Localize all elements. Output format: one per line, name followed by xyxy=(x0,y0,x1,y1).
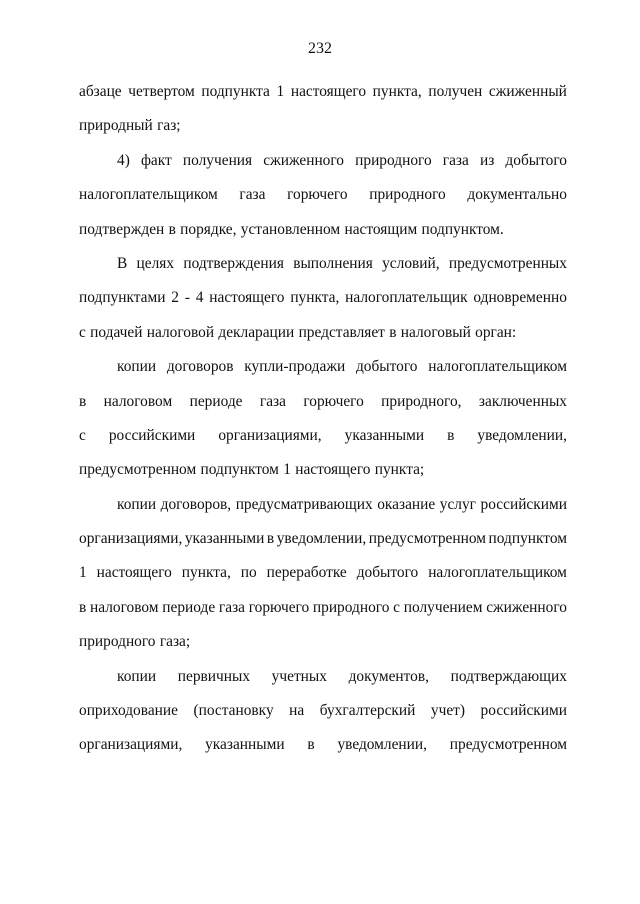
text-line: предусмотренном подпунктом 1 настоящего пункта; xyxy=(79,461,425,479)
text-line: копии договоров, предусматривающих оказание услуг российскими xyxy=(117,495,567,513)
paragraph xyxy=(79,660,567,763)
text-line: оприходование (постановку на бухгалтерский учет) российскими xyxy=(79,702,567,720)
text-line: 4) факт получения сжиженного природного газа из добытого xyxy=(117,151,567,169)
text-line: подпунктами 2 - 4 настоящего пункта, налогоплательщик одновременно xyxy=(79,289,567,307)
text-line: абзаце четвертом подпункта 1 настоящего пункта, получен сжиженный xyxy=(79,83,567,100)
text-line: копии первичных учетных документов, подтверждающих xyxy=(117,667,567,685)
page-number: 232 xyxy=(308,40,332,57)
paragraph xyxy=(79,144,567,247)
text-line: 1 настоящего пункта, по переработке добытого налогоплательщиком xyxy=(79,564,567,582)
text-line: природный газ; xyxy=(79,117,181,135)
text-line: организациями, указанными в уведомлении, предусмотренном xyxy=(79,736,567,754)
paragraph xyxy=(79,247,567,350)
paragraph xyxy=(79,75,567,144)
paragraph xyxy=(79,350,567,488)
text-line: подтвержден в порядке, установленном настоящим подпунктом. xyxy=(79,220,504,238)
text-line: копии договоров купли-продажи добытого налогоплательщиком xyxy=(117,358,567,376)
text-line: природного газа; xyxy=(79,633,191,651)
text-line: в налоговом периоде газа горючего природного, заключенных xyxy=(79,392,567,410)
text-line: организациями, указанными в уведомлении, предусмотренном подпунктом xyxy=(79,530,567,548)
text-line: в налоговом периоде газа горючего природного с получением сжиженного xyxy=(79,598,567,616)
document-body xyxy=(79,75,567,763)
text-line: налогоплательщиком газа горючего природного документально xyxy=(79,186,567,204)
text-line: с подачей налоговой декларации представляет в налоговый орган: xyxy=(79,323,517,341)
text-line: В целях подтверждения выполнения условий, предусмотренных xyxy=(117,254,567,272)
text-line: с российскими организациями, указанными в уведомлении, xyxy=(79,426,567,444)
paragraph xyxy=(79,488,567,660)
